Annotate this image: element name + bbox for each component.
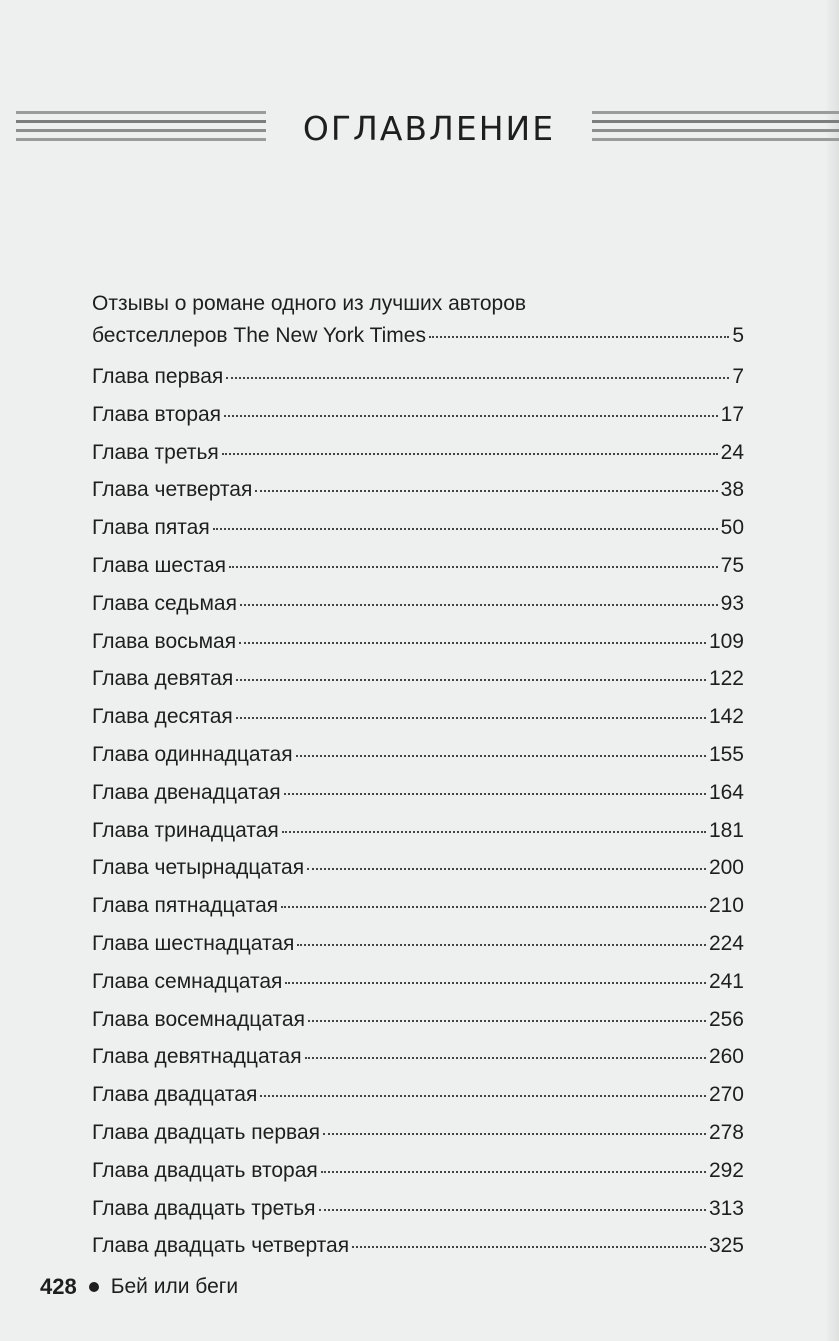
bullet-icon xyxy=(89,1282,99,1292)
toc-entry-label: Глава девятнадцатая xyxy=(92,1045,302,1069)
toc-page-number: 325 xyxy=(708,1234,744,1258)
dot-leader xyxy=(429,336,729,338)
toc-entry-label: Глава двенадцатая xyxy=(92,780,281,804)
table-of-contents xyxy=(92,290,744,1269)
footer-book-title: Бей или беги xyxy=(110,1275,239,1298)
dot-leader xyxy=(255,490,717,492)
dot-leader xyxy=(224,415,718,417)
toc-page-number: 292 xyxy=(708,1158,744,1182)
title-row xyxy=(0,103,839,155)
page-footer xyxy=(40,1274,238,1300)
toc-entry-label: Глава семнадцатая xyxy=(92,969,283,993)
dot-leader xyxy=(222,453,718,455)
toc-entry-label: Глава двадцать третья xyxy=(92,1196,316,1220)
dot-leader xyxy=(284,793,706,795)
toc-entry-label: Глава девятая xyxy=(92,667,234,691)
toc-page-number: 313 xyxy=(708,1196,744,1220)
toc-page-number: 24 xyxy=(720,440,744,464)
dot-leader xyxy=(297,944,706,946)
toc-entry-label: Глава восемнадцатая xyxy=(92,1007,305,1031)
toc-entry xyxy=(92,1080,744,1118)
toc-entry xyxy=(92,1042,744,1080)
dot-leader xyxy=(296,755,706,757)
toc-page-number: 181 xyxy=(708,818,744,842)
toc-page-number: 155 xyxy=(708,742,744,766)
page-title: ОГЛАВЛЕНИЕ xyxy=(302,109,556,148)
dot-leader xyxy=(319,1209,706,1211)
toc-entry-label: Глава десятая xyxy=(92,705,233,729)
dot-leader xyxy=(352,1246,706,1248)
toc-entry xyxy=(92,1231,744,1269)
toc-page-number: 17 xyxy=(720,402,744,426)
toc-entry xyxy=(92,1156,744,1194)
toc-entry-label: Глава вторая xyxy=(92,402,222,426)
toc-entry xyxy=(92,816,744,854)
toc-page-number: 5 xyxy=(732,324,744,347)
toc-entry-label: Глава двадцать первая xyxy=(92,1120,321,1144)
toc-entry-label: Глава седьмая xyxy=(92,591,237,615)
dot-leader xyxy=(226,377,729,379)
dot-leader xyxy=(240,604,718,606)
title-rule-right xyxy=(592,111,839,151)
dot-leader xyxy=(282,831,706,833)
dot-leader xyxy=(321,1171,706,1173)
toc-entry xyxy=(92,891,744,929)
toc-entry-label: Глава четырнадцатая xyxy=(92,856,305,880)
toc-entry xyxy=(92,513,744,551)
dot-leader xyxy=(308,1020,706,1022)
toc-entry-label: Глава тринадцатая xyxy=(92,818,279,842)
dot-leader xyxy=(229,566,718,568)
toc-page-number: 50 xyxy=(720,516,744,540)
toc-entry xyxy=(92,1194,744,1232)
toc-entry xyxy=(92,778,744,816)
toc-entry xyxy=(92,664,744,702)
toc-entry xyxy=(92,627,744,665)
toc-page-number: 109 xyxy=(708,629,744,653)
toc-page-number: 38 xyxy=(720,478,744,502)
toc-page-number: 270 xyxy=(708,1083,744,1107)
toc-page-number: 210 xyxy=(708,894,744,918)
toc-entry-intro xyxy=(92,290,744,362)
toc-entry xyxy=(92,967,744,1005)
toc-entry-label: Глава восьмая xyxy=(92,629,237,653)
toc-page-number: 200 xyxy=(708,856,744,880)
dot-leader xyxy=(305,1057,706,1059)
toc-list xyxy=(92,362,744,1269)
toc-entry-label: Глава четвертая xyxy=(92,478,253,502)
toc-entry-label: Глава двадцатая xyxy=(92,1083,258,1107)
toc-page-number: 278 xyxy=(708,1120,744,1144)
footer-page-number: 428 xyxy=(40,1274,77,1299)
toc-entry xyxy=(92,438,744,476)
toc-entry-label: Глава шестая xyxy=(92,553,227,577)
dot-leader xyxy=(281,906,706,908)
toc-entry-intro-line2: бестселлеров The New York Times xyxy=(92,324,426,347)
toc-entry xyxy=(92,589,744,627)
toc-entry xyxy=(92,362,744,400)
toc-entry-label: Глава пятая xyxy=(92,516,210,540)
dot-leader xyxy=(239,642,706,644)
toc-entry xyxy=(92,400,744,438)
toc-entry-intro-line1: Отзывы о романе одного из лучших авторов xyxy=(92,292,527,315)
dot-leader xyxy=(213,528,718,530)
toc-entry xyxy=(92,475,744,513)
toc-entry-label: Глава двадцать вторая xyxy=(92,1158,318,1182)
dot-leader xyxy=(260,1095,706,1097)
dot-leader xyxy=(236,717,706,719)
toc-page-number: 7 xyxy=(732,365,744,388)
toc-entry-label: Глава пятнадцатая xyxy=(92,894,279,918)
toc-entry-label: Глава двадцать четвертая xyxy=(92,1234,350,1258)
title-rule-left xyxy=(16,111,266,151)
toc-page-number: 256 xyxy=(708,1007,744,1031)
toc-page-number: 241 xyxy=(708,969,744,993)
toc-entry xyxy=(92,1118,744,1156)
page-edge xyxy=(825,0,839,1341)
toc-page-number: 75 xyxy=(720,553,744,577)
toc-entry-label: Глава шестнадцатая xyxy=(92,931,295,955)
toc-page-number: 93 xyxy=(720,591,744,615)
toc-entry-label: Глава одиннадцатая xyxy=(92,742,293,766)
toc-entry-label: Глава третья xyxy=(92,440,219,464)
dot-leader xyxy=(285,982,706,984)
toc-entry xyxy=(92,929,744,967)
toc-page-number: 122 xyxy=(708,667,744,691)
dot-leader xyxy=(236,679,706,681)
toc-page-number: 142 xyxy=(708,705,744,729)
dot-leader xyxy=(323,1133,706,1135)
toc-page-number: 260 xyxy=(708,1045,744,1069)
toc-entry xyxy=(92,1005,744,1043)
toc-entry xyxy=(92,853,744,891)
toc-page-number: 164 xyxy=(708,780,744,804)
toc-entry xyxy=(92,702,744,740)
toc-entry-label: Глава первая xyxy=(92,365,224,388)
dot-leader xyxy=(307,868,706,870)
toc-entry xyxy=(92,551,744,589)
toc-page-number: 224 xyxy=(708,931,744,955)
toc-entry xyxy=(92,740,744,778)
